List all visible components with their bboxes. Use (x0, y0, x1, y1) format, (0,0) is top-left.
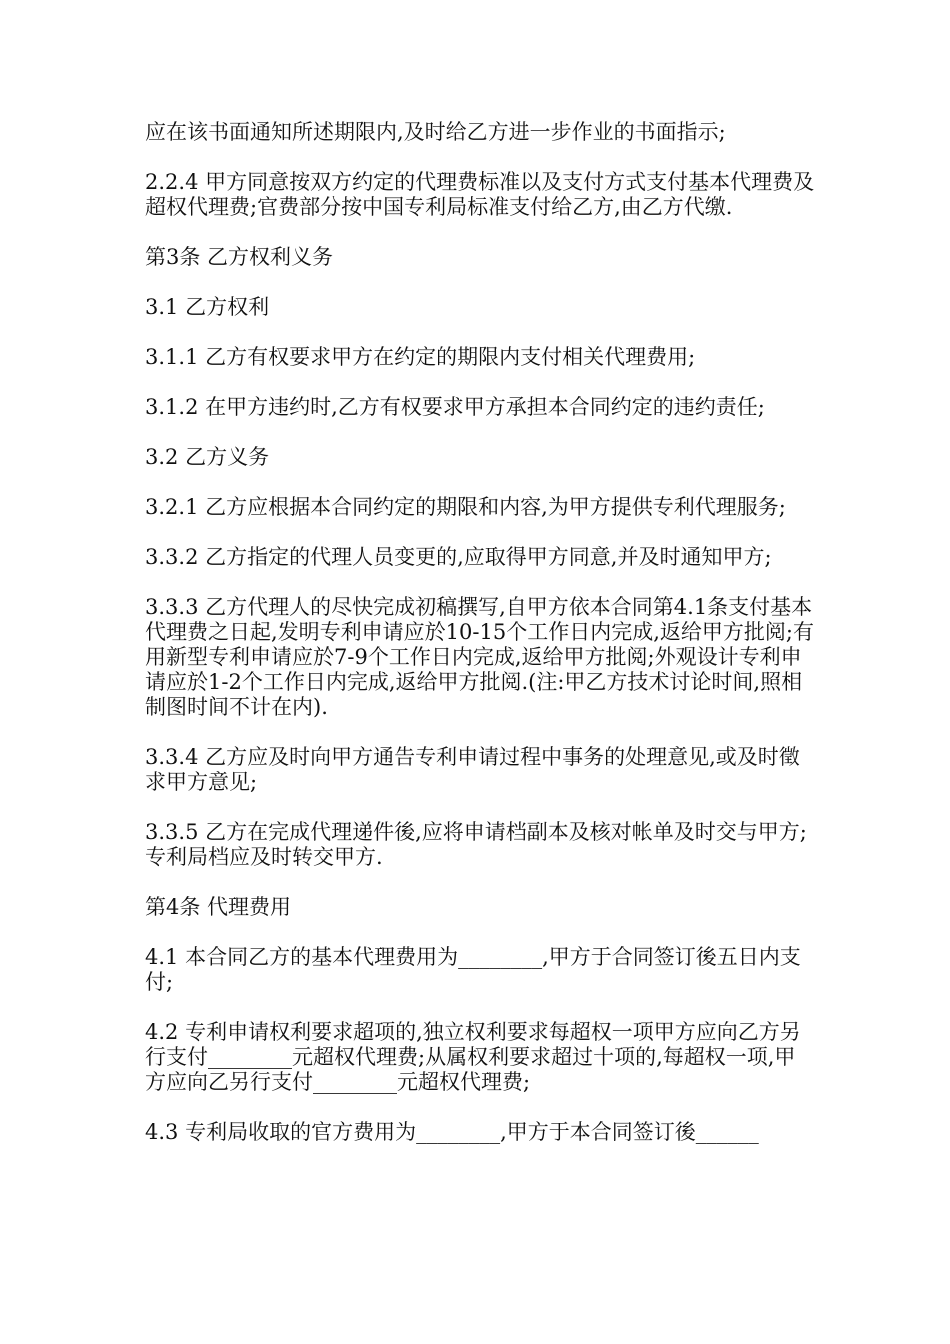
paragraph-3-2-1: 3.2.1 乙方应根据本合同约定的期限和内容,为甲方提供专利代理服务; (145, 495, 786, 519)
paragraph-4-3: 4.3 专利局收取的官方费用为________,甲方于本合同签订後______ (145, 1120, 759, 1144)
paragraph-3-1-1: 3.1.1 乙方有权要求甲方在约定的期限内支付相关代理费用; (145, 345, 696, 369)
paragraph-4-1: 4.1 本合同乙方的基本代理费用为________,甲方于合同签订後五日内支付; (145, 945, 801, 994)
paragraph-2-2-4: 2.2.4 甲方同意按双方约定的代理费标准以及支付方式支付基本代理费及超权代理费;官费部分按中国专利局标准支付给乙方,由乙方代缴. (145, 170, 815, 219)
subsection-heading-3-2: 3.2 乙方义务 (145, 445, 270, 469)
subsection-heading-3-1: 3.1 乙方权利 (145, 295, 270, 319)
paragraph-3-3-2: 3.3.2 乙方指定的代理人员变更的,应取得甲方同意,并及时通知甲方; (145, 545, 772, 569)
paragraph-3-1-2: 3.1.2 在甲方违约时,乙方有权要求甲方承担本合同约定的违约责任; (145, 395, 765, 419)
paragraph-written-instruction: 应在该书面通知所述期限内,及时给乙方进一步作业的书面指示; (145, 120, 726, 144)
paragraph-3-3-4: 3.3.4 乙方应及时向甲方通告专利申请过程中事务的处理意见,或及时徵求甲方意见; (145, 745, 800, 794)
paragraph-4-2: 4.2 专利申请权利要求超项的,独立权利要求每超权一项甲方应向乙方另行支付________元超权代理费;从属权利要求超过十项的,每超权一项,甲方应向乙另行支付________元超权代理费; (145, 1020, 801, 1094)
paragraph-3-3-3: 3.3.3 乙方代理人的尽快完成初稿撰写,自甲方依本合同第4.1条支付基本代理费之日起,发明专利申请应於10-15个工作日内完成,返给甲方批阅;有用新型专利申请应於7-9个工作日内完成,返给甲方批阅;外观设计专利申请应於1-2个工作日内完成,返给甲方批阅.(注:甲乙方技术讨论时间,照相制图时间不计在内). (145, 595, 814, 719)
section-heading-article-4: 第4条 代理费用 (145, 895, 292, 919)
paragraph-3-3-5: 3.3.5 乙方在完成代理递件後,应将申请档副本及核对帐单及时交与甲方;专利局档应及时转交甲方. (145, 820, 807, 869)
section-heading-article-3: 第3条 乙方权利义务 (145, 245, 334, 269)
document-page (145, 120, 815, 1170)
